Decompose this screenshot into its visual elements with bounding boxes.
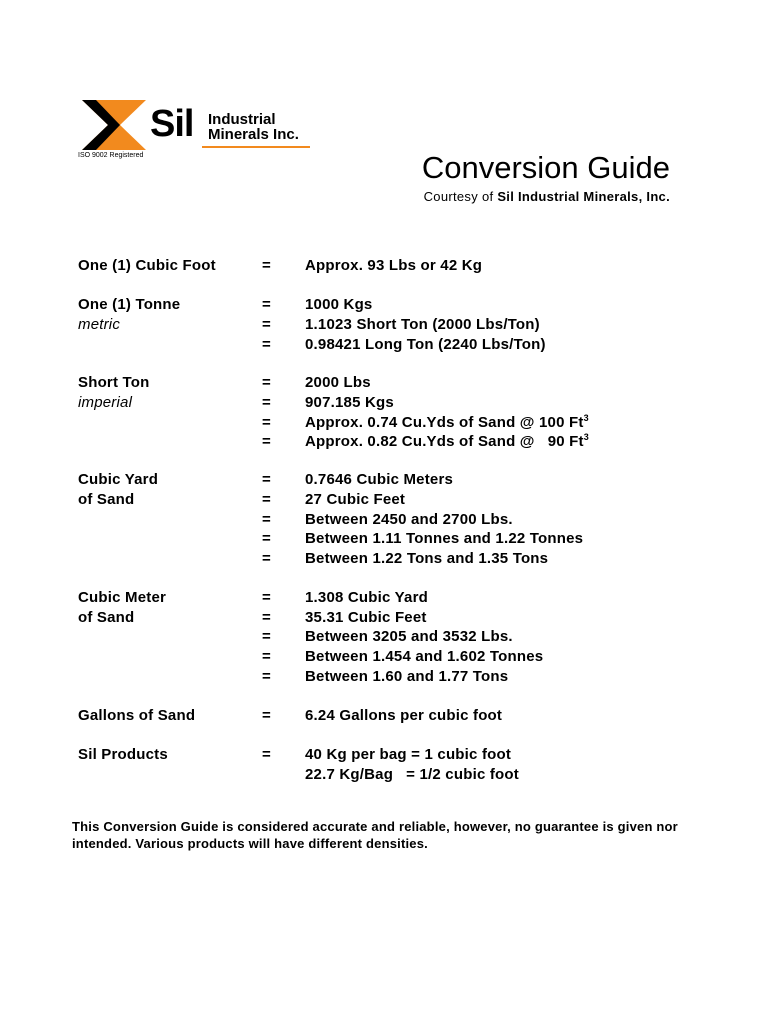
row-label: metric (78, 316, 121, 333)
row-label: Sil Products (78, 746, 168, 763)
row-label: of Sand (78, 609, 135, 626)
conversion-row (0, 608, 768, 628)
courtesy-line (424, 188, 670, 206)
company-logo (78, 98, 318, 164)
row-value: Between 1.60 and 1.77 Tons (305, 668, 509, 685)
row-value: Approx. 0.74 Cu.Yds of Sand @ 100 Ft$^3$ (305, 413, 589, 431)
equals-sign: = (262, 511, 271, 528)
equals-sign: = (262, 296, 271, 313)
equals-sign: = (262, 336, 271, 353)
row-value: 35.31 Cubic Feet (305, 609, 427, 626)
conversion-row (0, 373, 768, 393)
equals-sign: = (262, 257, 271, 274)
equals-sign: = (262, 530, 271, 547)
row-value: 40 Kg per bag = 1 cubic foot (305, 746, 512, 763)
page-title: Conversion Guide (421, 150, 670, 185)
conversion-row (0, 647, 768, 667)
conversion-row (0, 470, 768, 490)
equals-sign: = (262, 471, 271, 488)
equals-sign: = (262, 394, 271, 411)
equals-sign: = (262, 550, 271, 567)
superscript: 3 (583, 413, 589, 423)
row-label: Short Ton (78, 374, 150, 391)
conversion-row (0, 413, 768, 433)
sil-logo-mark-icon (78, 98, 150, 152)
equals-sign: = (262, 628, 271, 645)
conversion-row (0, 335, 768, 355)
conversion-row (0, 745, 768, 765)
equals-sign: = (262, 648, 271, 665)
conversion-row (0, 490, 768, 510)
logo-company-line2: Minerals Inc. (208, 126, 299, 143)
equals-sign: = (262, 316, 271, 333)
equals-sign: = (262, 746, 271, 763)
row-label: of Sand (78, 491, 135, 508)
row-label: Cubic Yard (78, 471, 159, 488)
conversion-row (0, 667, 768, 687)
courtesy-prefix: Courtesy of (423, 189, 494, 204)
equals-sign: = (262, 668, 271, 685)
conversion-row (0, 549, 768, 569)
conversion-row (0, 432, 768, 452)
row-value: 2000 Lbs (305, 374, 371, 391)
row-value: Between 3205 and 3532 Lbs. (305, 628, 513, 645)
courtesy-name: Sil Industrial Minerals, Inc. (497, 189, 670, 204)
conversion-row (0, 529, 768, 549)
row-value: 0.98421 Long Ton (2240 Lbs/Ton) (305, 336, 546, 353)
iso-registration: ISO 9002 Registered (78, 152, 144, 159)
equals-sign: = (262, 609, 271, 626)
equals-sign: = (262, 707, 271, 724)
row-label: One (1) Cubic Foot (78, 257, 216, 274)
conversion-row (0, 256, 768, 276)
equals-sign: = (262, 589, 271, 606)
row-value: Between 1.454 and 1.602 Tonnes (305, 648, 544, 665)
row-label: Gallons of Sand (78, 707, 196, 724)
row-value: Approx. 93 Lbs or 42 Kg (305, 257, 483, 274)
row-label: One (1) Tonne (78, 296, 181, 313)
equals-sign: = (262, 374, 271, 391)
row-value: 1000 Kgs (305, 296, 373, 313)
row-value: 1.1023 Short Ton (2000 Lbs/Ton) (305, 316, 540, 333)
row-value: 1.308 Cubic Yard (305, 589, 428, 606)
row-value: 0.7646 Cubic Meters (305, 471, 454, 488)
conversion-row (0, 315, 768, 335)
conversion-row (0, 706, 768, 726)
conversion-row (0, 393, 768, 413)
row-label: Cubic Meter (78, 589, 167, 606)
conversion-row (0, 588, 768, 608)
logo-company-line1: Industrial (208, 111, 276, 128)
conversion-row (0, 627, 768, 647)
row-value: 6.24 Gallons per cubic foot (305, 707, 503, 724)
logo-brand: Sil (150, 103, 194, 145)
row-value: Approx. 0.82 Cu.Yds of Sand @ 90 Ft$^3$ (305, 432, 589, 450)
logo-rule (202, 146, 310, 148)
row-value: Between 1.22 Tons and 1.35 Tons (305, 550, 549, 567)
conversion-row (0, 765, 768, 785)
row-value: 907.185 Kgs (305, 394, 394, 411)
row-value: 22.7 Kg/Bag = 1/2 cubic foot (305, 766, 519, 783)
equals-sign: = (262, 414, 271, 431)
row-value: Between 2450 and 2700 Lbs. (305, 511, 513, 528)
conversion-row (0, 510, 768, 530)
row-value: 27 Cubic Feet (305, 491, 406, 508)
row-value: Between 1.11 Tonnes and 1.22 Tonnes (305, 530, 584, 547)
equals-sign: = (262, 433, 271, 450)
row-label: imperial (78, 394, 133, 411)
superscript: 3 (583, 432, 589, 442)
disclaimer: This Conversion Guide is considered accurate and reliable, however, no guarantee is given nor intended. Various products will have different densities. (72, 819, 678, 851)
conversion-row (0, 295, 768, 315)
equals-sign: = (262, 491, 271, 508)
